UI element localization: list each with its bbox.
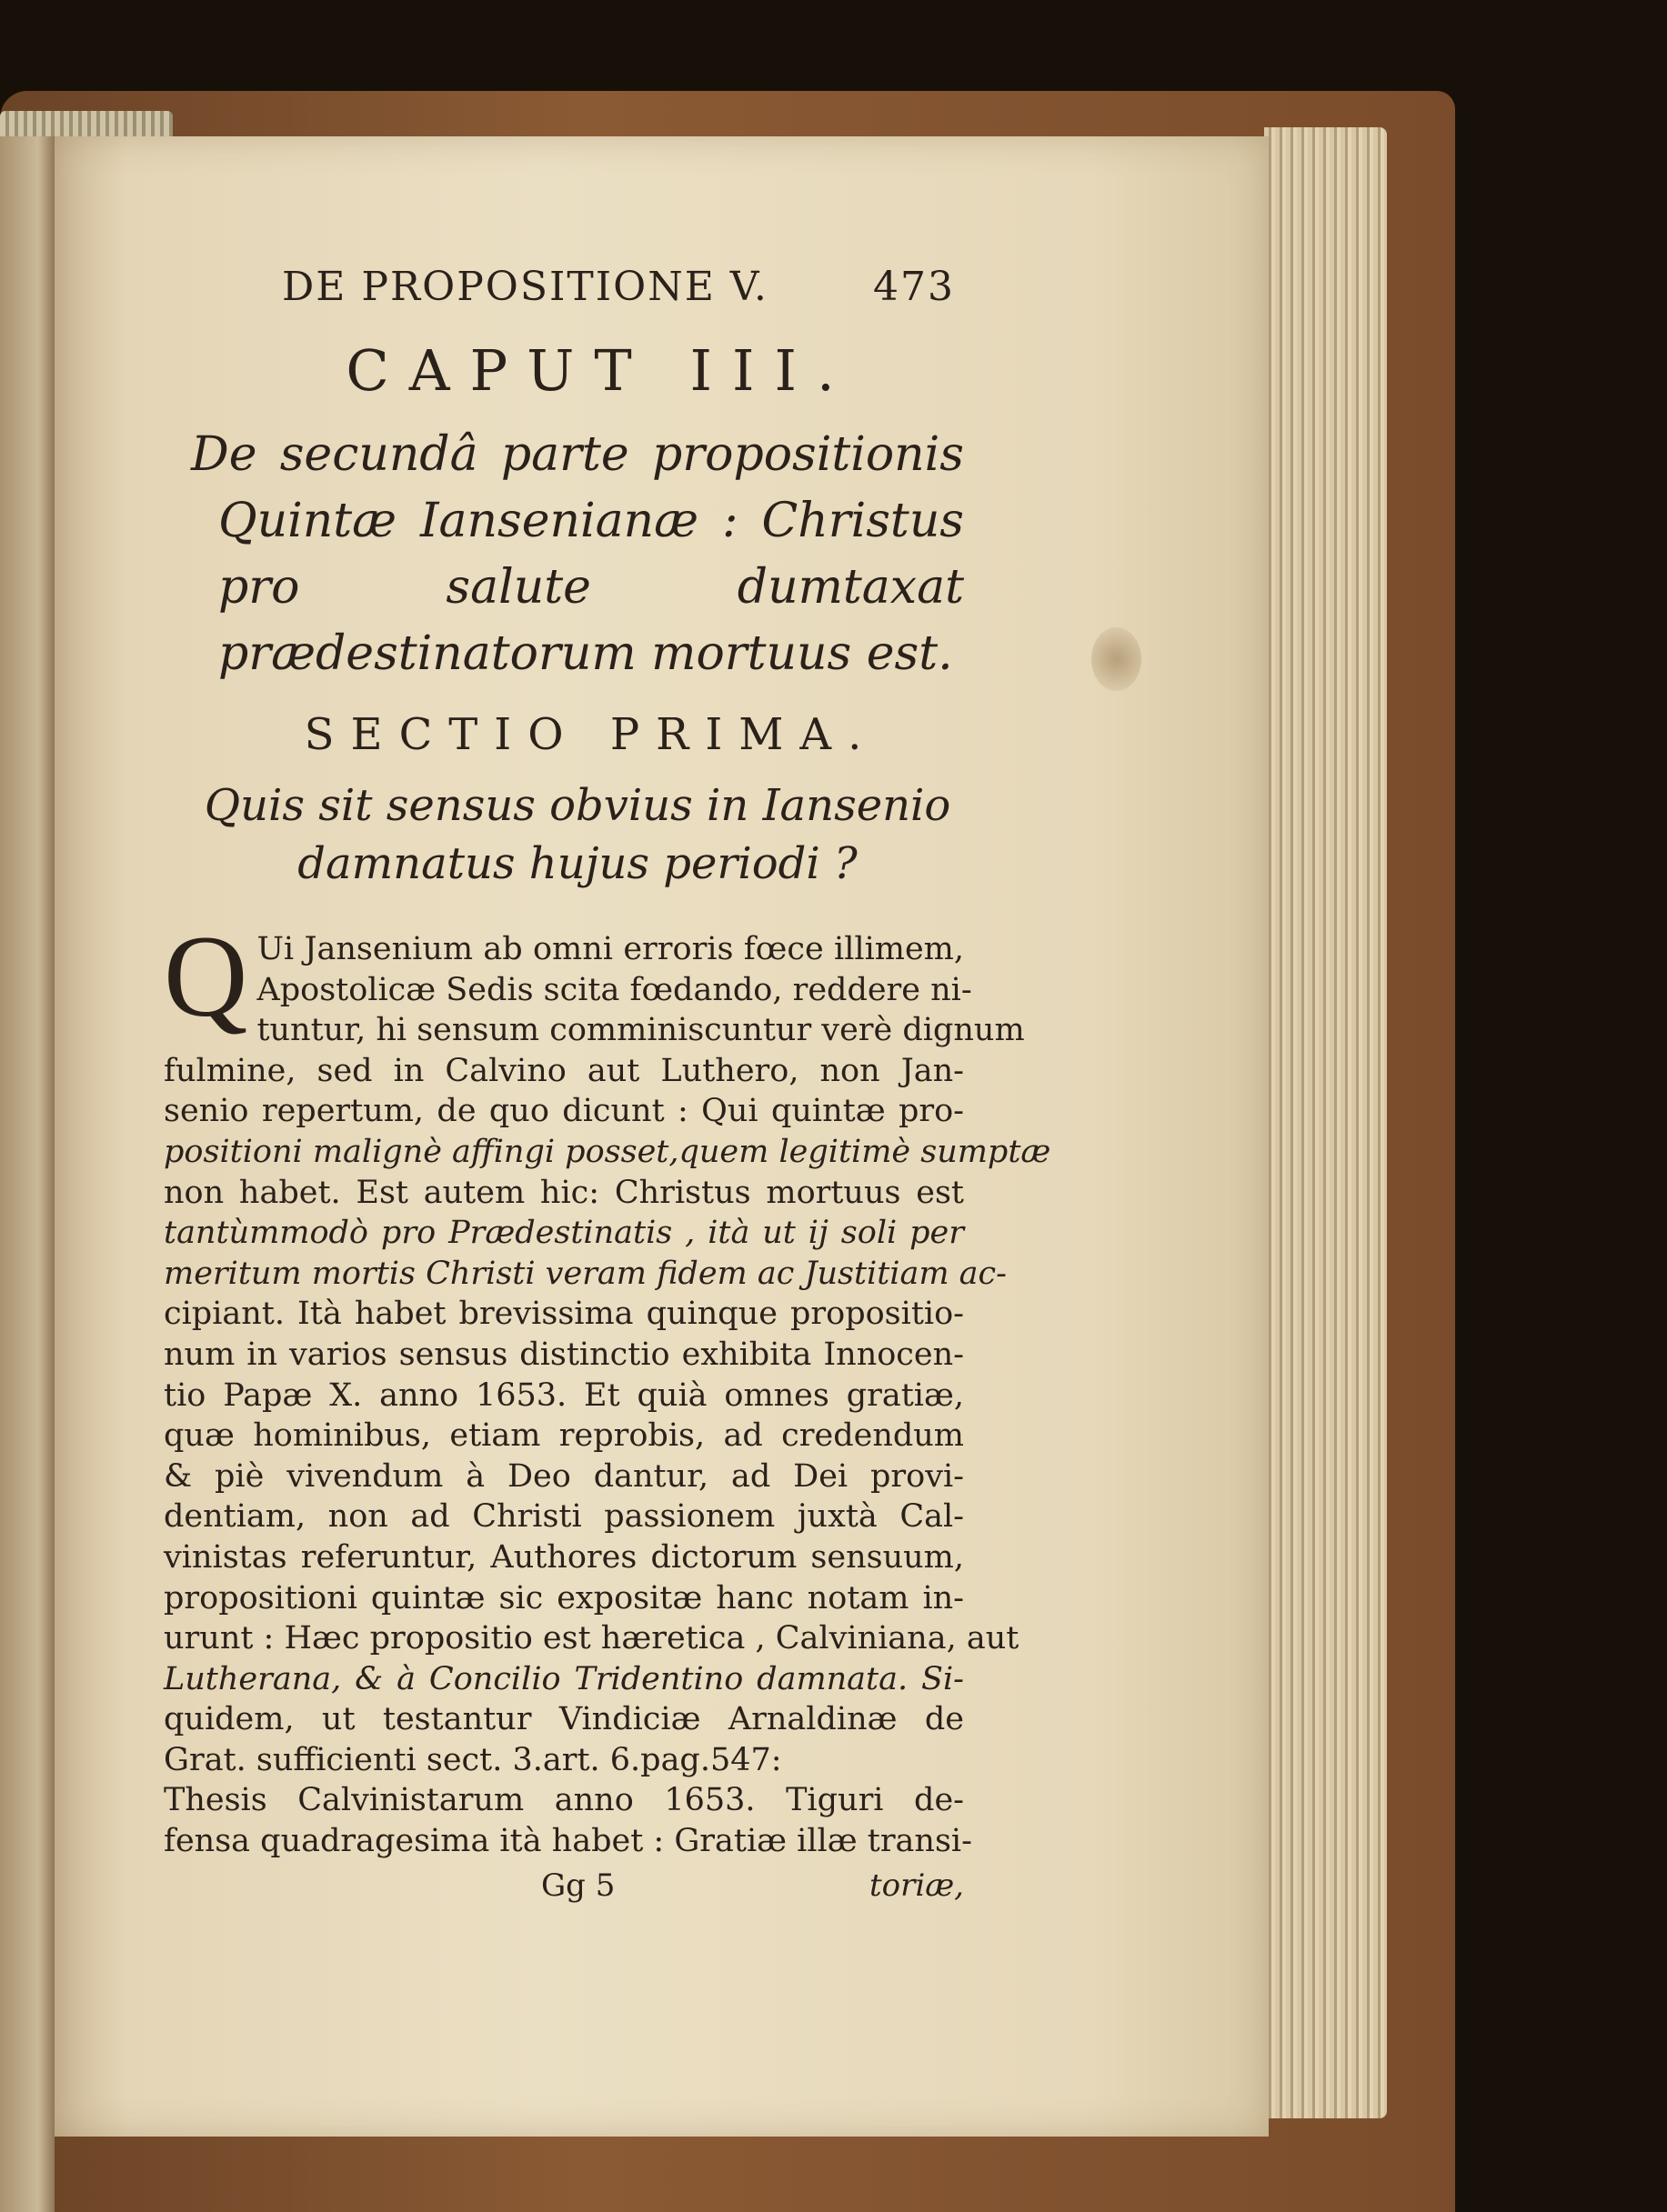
drop-cap: Q: [164, 912, 248, 1041]
text-line: quidem, ut testantur Vindiciæ Arnaldinæ de: [164, 1701, 964, 1738]
left-page-edge: [0, 136, 55, 2212]
text-line: Thesis Calvinistarum anno 1653. Tiguri de-: [164, 1782, 964, 1819]
text-line: Grat. sufficienti sect. 3.art. 6.pag.547:: [164, 1741, 782, 1778]
text-line: Lutherana, & à Concilio Tridentino damnata. Si-: [164, 1660, 964, 1697]
running-head: [282, 264, 955, 310]
page-edges: [1264, 127, 1387, 2118]
text-line: meritum mortis Christi veram fidem ac Justitiam ac-: [164, 1255, 1007, 1292]
text-line: tio Papæ X. anno 1653. Et quià omnes gratiæ,: [164, 1376, 964, 1414]
text-line: tantùmmodò pro Prædestinatis , ità ut ij soli per: [164, 1215, 964, 1252]
chapter-title: De secundâ parte propositionis Quintæ Iansenianæ : Christus pro salute dumtaxat prædestinatorum mortuus est.: [191, 427, 964, 681]
running-head-title: DE PROPOSITIONE V.: [282, 264, 768, 310]
text-line: tuntur, hi sensum comminiscuntur verè dignum: [256, 1012, 1025, 1049]
page-number: 473: [873, 264, 955, 310]
signature-mark: Gg 5: [541, 1867, 616, 1904]
text-line: dentiam, non ad Christi passionem juxtà Cal-: [164, 1498, 964, 1536]
text-line: non habet. Est autem hic: Christus mortuus est: [164, 1174, 964, 1211]
page-text: [164, 264, 1051, 1904]
catchword: toriæ,: [869, 1867, 964, 1904]
text-line: num in varios sensus distinctio exhibita Innocen-: [164, 1336, 964, 1373]
text-line: senio repertum, de quo dicunt : Qui quintæ pro-: [164, 1093, 964, 1130]
text-line: positioni malignè affingi posset,quem legitimè sumptæ: [164, 1133, 1051, 1170]
text-line: urunt : Hæc propositio est hæretica , Calviniana, aut: [164, 1620, 1019, 1657]
text-line: propositioni quintæ sic expositæ hanc notam in-: [164, 1579, 964, 1616]
page-stain: [1091, 627, 1141, 691]
text-line: Apostolicæ Sedis scita fœdando, reddere ni-: [256, 971, 972, 1008]
text-line: fensa quadragesima ità habet : Gratiæ illæ transi-: [164, 1823, 972, 1860]
text-line: Ui Jansenium ab omni erroris fœce illimem,: [256, 931, 964, 967]
text-line: fulmine, sed in Calvino aut Luthero, non Jan-: [164, 1052, 964, 1089]
section-heading: SECTIO PRIMA.: [304, 709, 879, 760]
body-text: [164, 912, 1051, 1862]
chapter-heading: CAPUT III.: [346, 337, 855, 404]
text-line: cipiant. Ità habet brevissima quinque propositio-: [164, 1296, 964, 1333]
text-line: quæ hominibus, etiam reprobis, ad credendum: [164, 1417, 964, 1455]
page-footer: [164, 1867, 964, 1904]
text-line: & piè vivendum à Deo dantur, ad Dei provi-: [164, 1457, 964, 1495]
section-question: Quis sit sensus obvius in Iansenio damnatus hujus periodi ?: [204, 780, 951, 889]
text-line: vinistas referuntur, Authores dictorum sensuum,: [164, 1538, 964, 1576]
